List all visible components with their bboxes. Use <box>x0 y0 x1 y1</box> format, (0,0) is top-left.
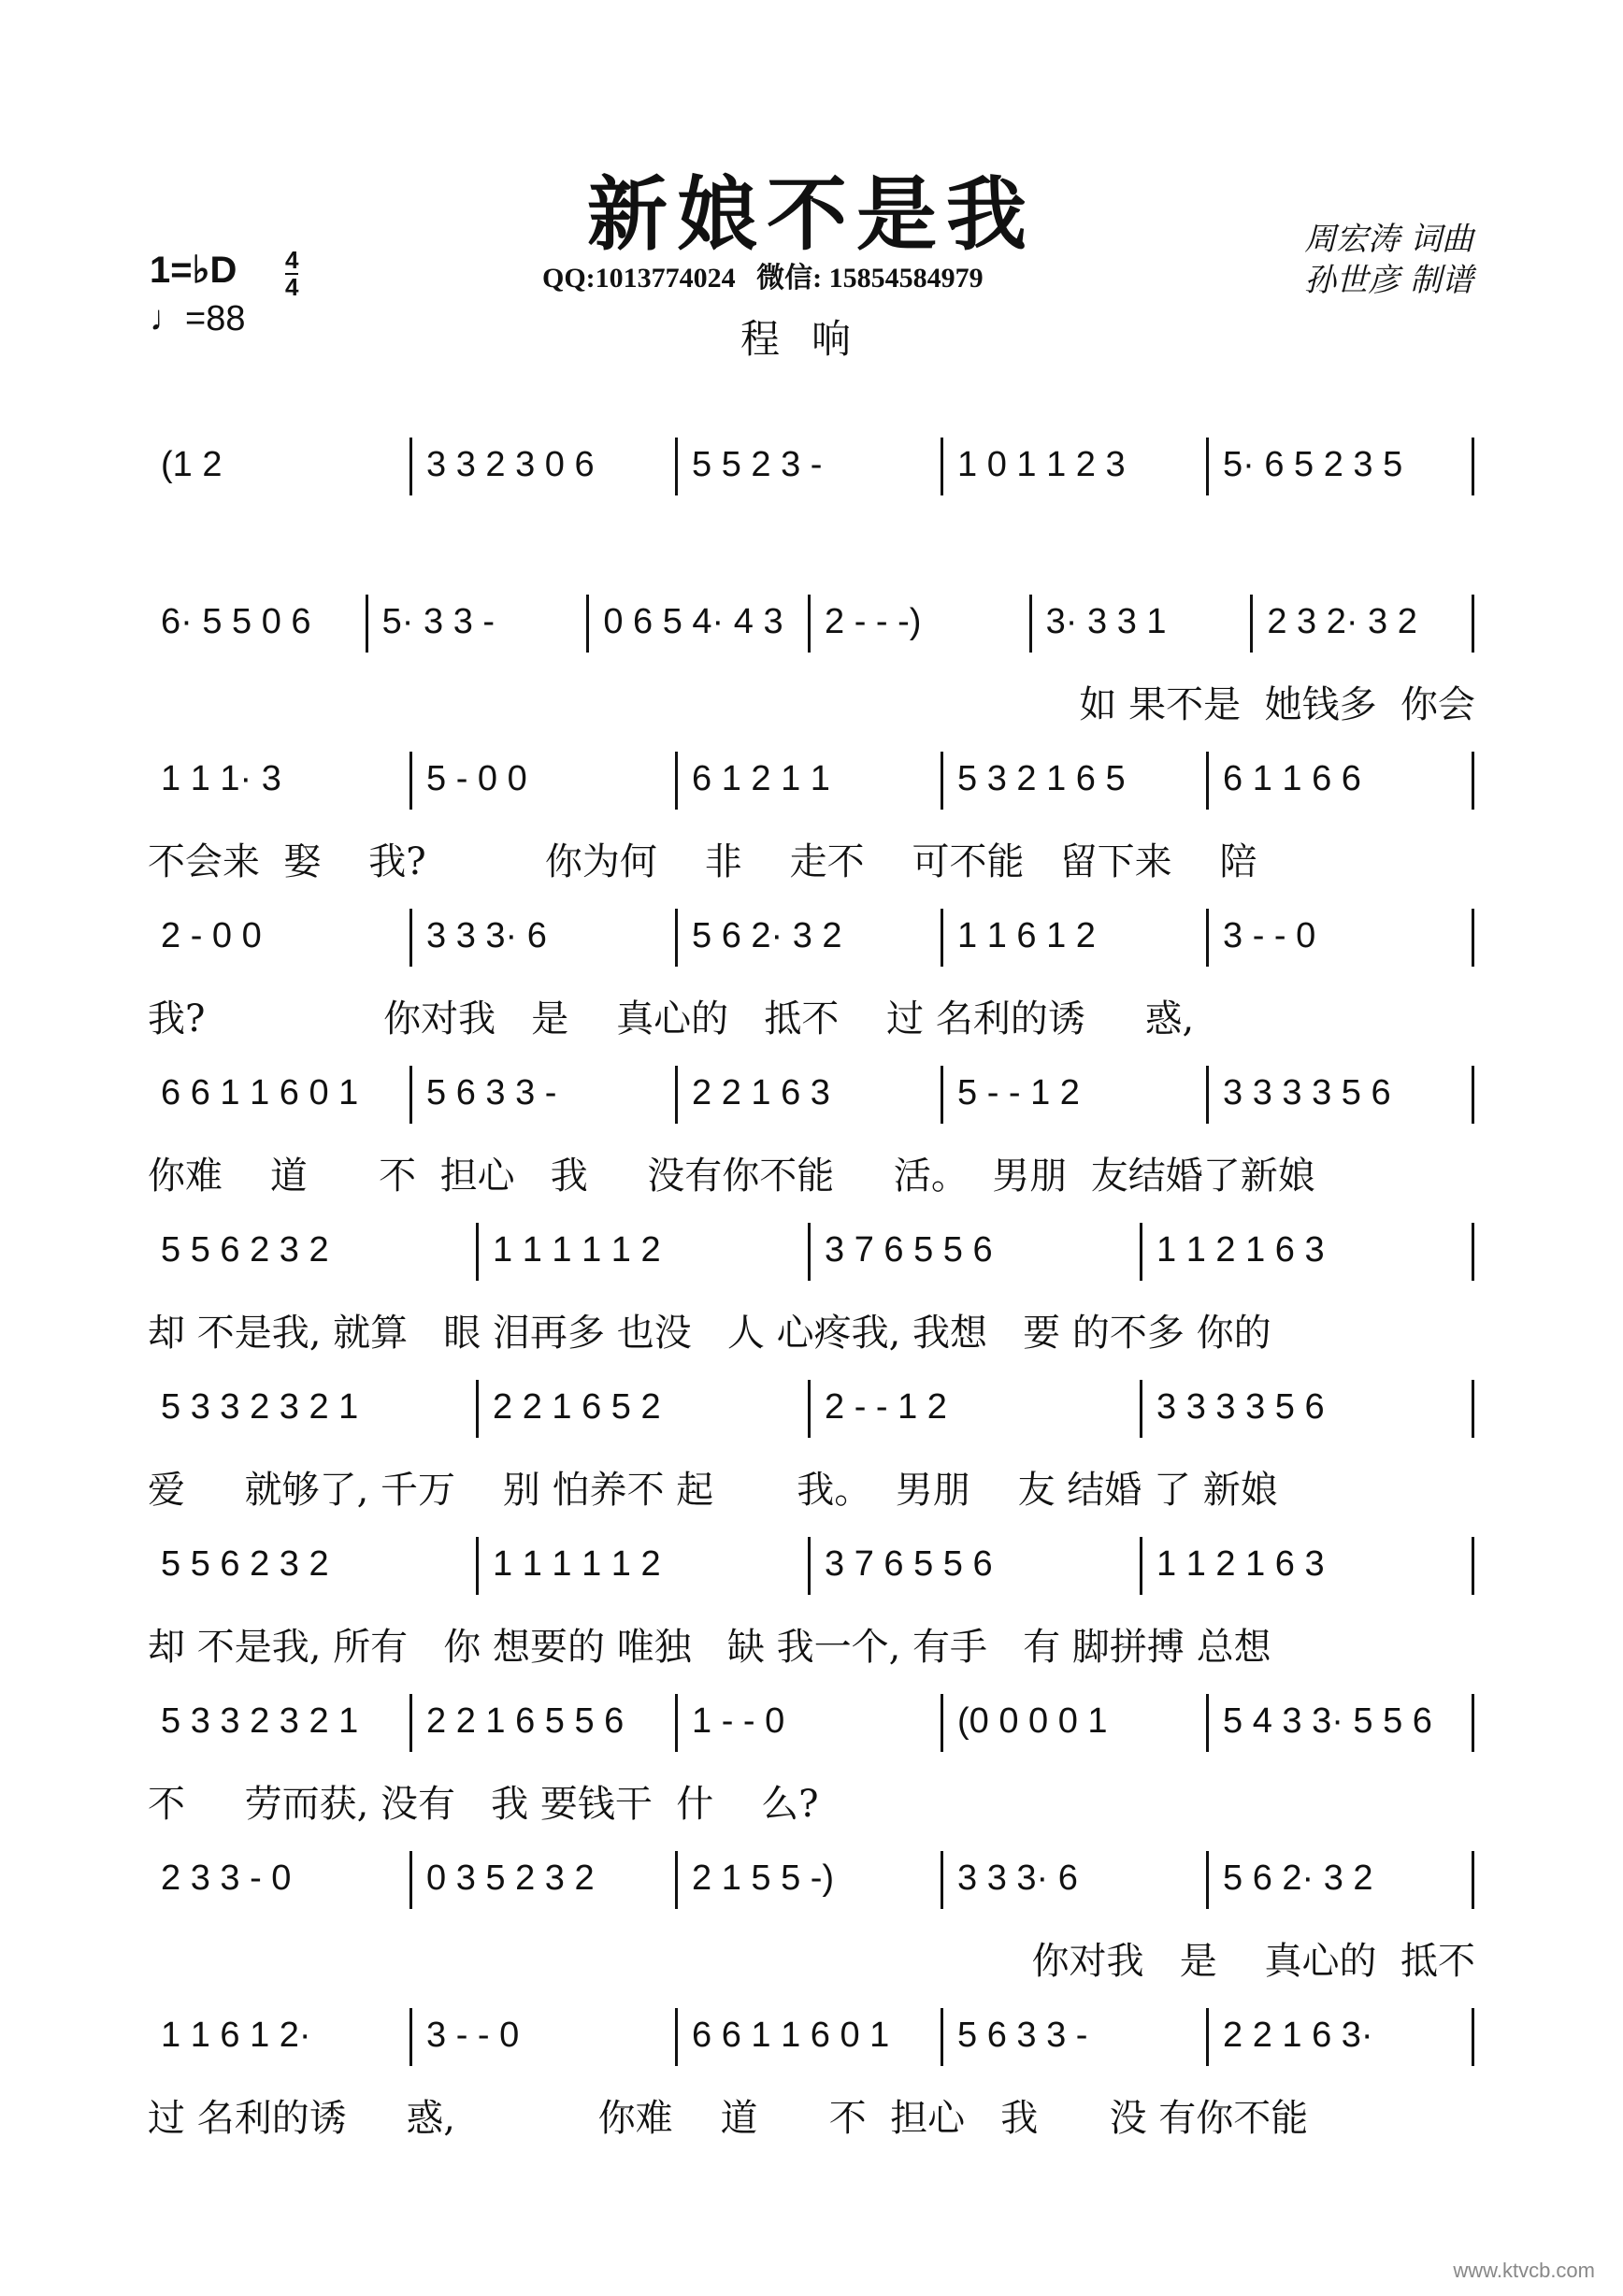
measure: 2 1 5 5 -) <box>692 1858 835 1898</box>
credit-lyrics: 周宏涛 词曲 <box>1304 221 1473 258</box>
notation-line <box>148 752 1475 817</box>
measure: 6 6 1 1 6 0 1 <box>692 2016 890 2055</box>
measure: 0 3 5 2 3 2 <box>426 1858 595 1898</box>
notation-line <box>148 438 1475 503</box>
bar-line <box>675 2008 678 2066</box>
measure: 3 3 2 3 0 6 <box>426 445 595 484</box>
bar-line <box>675 1694 678 1752</box>
bar-line <box>1250 595 1253 653</box>
bar-line <box>808 595 811 653</box>
lyric-line: 爱 就够了, 千万 别 怕养不 起 我。 男朋 友 结婚 了 新娘 <box>148 1469 1278 1512</box>
measure: 3· 3 3 1 <box>1045 602 1167 641</box>
measure: 1 1 2 1 6 3 <box>1156 1230 1325 1270</box>
lyric-line: 却 不是我, 所有 你 想要的 唯独 缺 我一个, 有手 有 脚拼搏 总想 <box>148 1626 1271 1669</box>
bar-line <box>808 1223 811 1281</box>
measure: 1 1 2 1 6 3 <box>1156 1544 1325 1584</box>
measure: 3 - - 0 <box>1223 916 1316 955</box>
measure: 6 1 1 6 6 <box>1223 759 1361 798</box>
bar-line <box>941 1851 943 1909</box>
measure: 5 6 2· 3 2 <box>1223 1858 1373 1898</box>
measure: 1 1 1 1 1 2 <box>493 1230 661 1270</box>
score-row <box>148 752 1475 892</box>
bar-line <box>941 752 943 810</box>
bar-line <box>1140 1223 1142 1281</box>
bar-line <box>1206 752 1209 810</box>
measure: 6 6 1 1 6 0 1 <box>161 1073 359 1112</box>
measure: 2 2 1 6 5 5 6 <box>426 1701 625 1741</box>
measure: 5 5 2 3 - <box>692 445 823 484</box>
score-row <box>148 595 1475 735</box>
bar-line <box>941 2008 943 2066</box>
score-row <box>148 1380 1475 1520</box>
score-row <box>148 1851 1475 1991</box>
notation-line <box>148 1066 1475 1131</box>
bar-line <box>1472 1694 1474 1752</box>
bar-line <box>1140 1380 1142 1438</box>
singer-name: 程响 <box>740 316 883 362</box>
score-row <box>148 438 1475 578</box>
measure: 5 5 6 2 3 2 <box>161 1544 329 1584</box>
bar-line <box>1472 1380 1474 1438</box>
bar-line <box>409 2008 412 2066</box>
credit-score: 孙世彦 制谱 <box>1304 262 1473 299</box>
bar-line <box>675 909 678 967</box>
tempo-mark: ♩=88 <box>150 299 246 338</box>
measure: 3 3 3 3 5 6 <box>1223 1073 1391 1112</box>
bar-line <box>476 1380 479 1438</box>
measure: 3 7 6 5 5 6 <box>825 1230 993 1270</box>
bar-line <box>675 752 678 810</box>
bar-line <box>476 1223 479 1281</box>
measure: 6 1 2 1 1 <box>692 759 830 798</box>
notation-line <box>148 909 1475 974</box>
measure: 2 3 3 - 0 <box>161 1858 292 1898</box>
measure: 5· 3 3 - <box>381 602 496 641</box>
bar-line <box>941 438 943 495</box>
lyric-line: 不 劳而获, 没有 我 要钱干 什 么? <box>148 1783 819 1826</box>
bar-line <box>1029 595 1032 653</box>
measure: (1 2 <box>161 445 223 484</box>
lyric-line: 不会来 娶 我? 你为何 非 走不 可不能 留下来 陪 <box>148 840 1257 883</box>
bar-line <box>1206 1066 1209 1124</box>
measure: 0 6 5 4· 4 3 <box>603 602 783 641</box>
bar-line <box>1472 1851 1474 1909</box>
score-row <box>148 909 1475 1049</box>
bar-line <box>1472 595 1474 653</box>
bar-line <box>1472 438 1474 495</box>
lyric-line: 却 不是我, 就算 眼 泪再多 也没 人 心疼我, 我想 要 的不多 你的 <box>148 1312 1271 1355</box>
notation-line <box>148 1851 1475 1916</box>
bar-line <box>675 438 678 495</box>
measure: 1 1 1· 3 <box>161 759 281 798</box>
measure: 5 3 3 2 3 2 1 <box>161 1387 359 1427</box>
watermark: www.ktvcb.com <box>1453 2259 1595 2282</box>
bar-line <box>1206 2008 1209 2066</box>
measure: 5 3 2 1 6 5 <box>957 759 1126 798</box>
measure: 6· 5 5 0 6 <box>161 602 311 641</box>
bar-line <box>586 595 589 653</box>
measure: (0 0 0 0 1 <box>957 1701 1108 1741</box>
lyric-line: 过 名利的诱 惑, 你难 道 不 担心 我 没 有你不能 <box>148 2097 1309 2140</box>
notation-line <box>148 1223 1475 1288</box>
notation-line <box>148 595 1475 660</box>
bar-line <box>409 1851 412 1909</box>
measure: 2 3 2· 3 2 <box>1267 602 1417 641</box>
contact-info: QQ:1013774024 微信: 15854584979 <box>542 263 984 294</box>
bar-line <box>476 1537 479 1595</box>
measure: 2 2 1 6 5 2 <box>493 1387 661 1427</box>
measure: 5 - 0 0 <box>426 759 527 798</box>
measure: 3 7 6 5 5 6 <box>825 1544 993 1584</box>
measure: 2 - - -) <box>825 602 922 641</box>
measure: 5 6 2· 3 2 <box>692 916 842 955</box>
notation-line <box>148 1380 1475 1445</box>
measure: 3 3 3 3 5 6 <box>1156 1387 1325 1427</box>
bar-line <box>409 752 412 810</box>
bar-line <box>409 1694 412 1752</box>
measure: 1 1 1 1 1 2 <box>493 1544 661 1584</box>
lyric-line: 如 果不是 她钱多 你会 <box>1079 683 1475 726</box>
bar-line <box>675 1851 678 1909</box>
bar-line <box>675 1066 678 1124</box>
score-row <box>148 1537 1475 1677</box>
lyric-line: 你对我 是 真心的 抵不 <box>259 1940 1475 1983</box>
time-signature-bottom: 4 <box>285 273 299 301</box>
measure: 5 3 3 2 3 2 1 <box>161 1701 359 1741</box>
bar-line <box>366 595 368 653</box>
measure: 2 2 1 6 3· <box>1223 2016 1373 2055</box>
bar-line <box>1140 1537 1142 1595</box>
bar-line <box>808 1380 811 1438</box>
measure: 1 1 6 1 2· <box>161 2016 311 2055</box>
bar-line <box>1472 1537 1474 1595</box>
bar-line <box>1206 438 1209 495</box>
measure: 3 3 3· 6 <box>957 1858 1078 1898</box>
measure: 3 3 3· 6 <box>426 916 547 955</box>
measure: 3 - - 0 <box>426 2016 520 2055</box>
song-title: 新娘不是我 <box>587 167 1036 262</box>
bar-line <box>1472 2008 1474 2066</box>
measure: 1 - - 0 <box>692 1701 785 1741</box>
measure: 2 2 1 6 3 <box>692 1073 830 1112</box>
bar-line <box>1472 752 1474 810</box>
measure: 1 0 1 1 2 3 <box>957 445 1126 484</box>
bar-line <box>1206 1694 1209 1752</box>
bar-line <box>1472 1066 1474 1124</box>
score-row <box>148 1223 1475 1363</box>
measure: 1 1 6 1 2 <box>957 916 1096 955</box>
measure: 2 - - 1 2 <box>825 1387 947 1427</box>
bar-line <box>941 1066 943 1124</box>
bar-line <box>409 1066 412 1124</box>
measure: 5· 6 5 2 3 5 <box>1223 445 1403 484</box>
score-row <box>148 2008 1475 2148</box>
measure: 5 5 6 2 3 2 <box>161 1230 329 1270</box>
lyric-line: 我? 你对我 是 真心的 抵不 过 名利的诱 惑, <box>148 997 1195 1040</box>
score-row <box>148 1066 1475 1206</box>
bar-line <box>808 1537 811 1595</box>
measure: 5 6 3 3 - <box>426 1073 557 1112</box>
bar-line <box>1472 1223 1474 1281</box>
bar-line <box>1206 1851 1209 1909</box>
time-signature <box>285 248 298 300</box>
time-signature-top: 4 <box>285 246 299 274</box>
bar-line <box>1472 909 1474 967</box>
notation-line <box>148 2008 1475 2074</box>
key-signature: 1=♭D <box>150 250 237 291</box>
notation-line <box>148 1694 1475 1759</box>
bar-line <box>941 1694 943 1752</box>
bar-line <box>409 909 412 967</box>
score-row <box>148 1694 1475 1834</box>
lyric-line: 你难 道 不 担心 我 没有你不能 活。 男朋 友结婚了新娘 <box>148 1155 1315 1198</box>
bar-line <box>941 909 943 967</box>
measure: 5 4 3 3· 5 5 6 <box>1223 1701 1432 1741</box>
measure: 5 6 3 3 - <box>957 2016 1088 2055</box>
measure: 5 - - 1 2 <box>957 1073 1080 1112</box>
measure: 2 - 0 0 <box>161 916 262 955</box>
bar-line <box>409 438 412 495</box>
notation-line <box>148 1537 1475 1602</box>
bar-line <box>1206 909 1209 967</box>
